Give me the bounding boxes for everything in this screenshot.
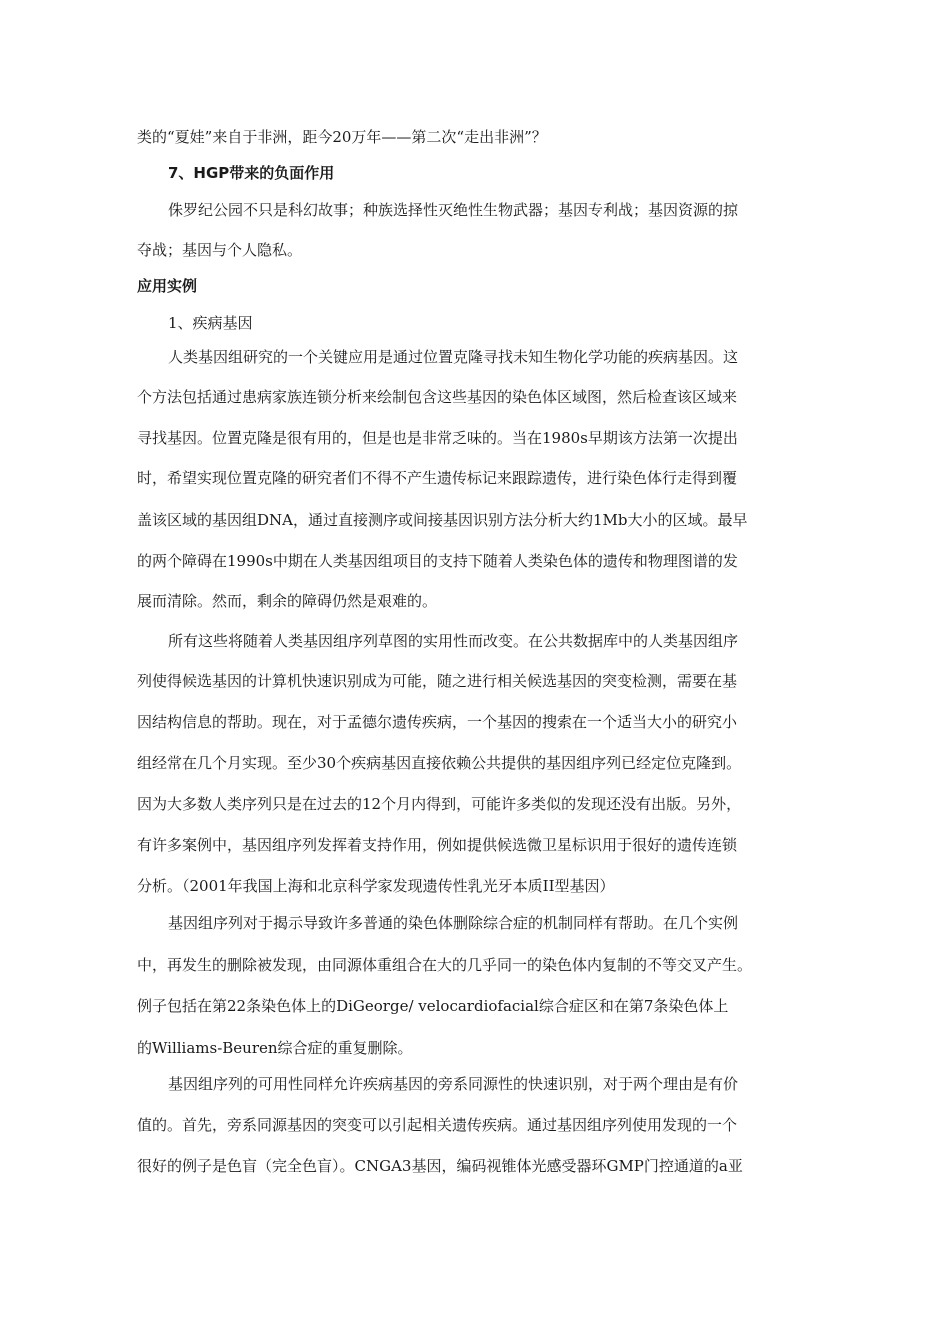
subheading-disease-genes: 1、疾病基因 [168,314,253,332]
body-text-line: 列使得候选基因的计算机快速识别成为可能，随之进行相关候选基因的突变检测，需要在基 [137,672,738,690]
section-heading-hgp-negative: 7、HGP带来的负面作用 [168,164,335,182]
body-text-line: 盖该区域的基因组DNA，通过直接测序或间接基因识别方法分析大约1Mb大小的区域。最早 [137,511,748,529]
body-text-line: 侏罗纪公园不只是科幻故事；种族选择性灭绝性生物武器；基因专利战；基因资源的掠 [168,201,739,219]
body-text-line: 寻找基因。位置克隆是很有用的，但是也是非常乏味的。当在1980s早期该方法第一次提出 [137,429,738,447]
body-text-line: 类的“夏娃”来自于非洲，距今20万年——第二次“走出非洲”？ [137,128,547,146]
section-heading-applications: 应用实例 [137,277,198,295]
body-text-line: 例子包括在第22条染色体上的DiGeorge/ velocardiofacial综合症区和在第7条染色体上 [137,997,729,1015]
body-text-line: 组经常在几个月实现。至少30个疾病基因直接依赖公共提供的基因组序列已经定位克隆到。 [137,754,742,772]
body-text-line: 基因组序列的可用性同样允许疾病基因的旁系同源性的快速识别，对于两个理由是有价 [168,1075,739,1093]
body-text-line: 因结构信息的帮助。现在，对于孟德尔遗传疾病，一个基因的搜索在一个适当大小的研究小 [137,713,738,731]
body-text-line: 人类基因组研究的一个关键应用是通过位置克隆寻找未知生物化学功能的疾病基因。这 [168,348,739,366]
body-text-line: 夺战；基因与个人隐私。 [137,241,303,259]
body-text-line: 的两个障碍在1990s中期在人类基因组项目的支持下随着人类染色体的遗传和物理图谱的发 [137,552,738,570]
body-text-line: 基因组序列对于揭示导致许多普通的染色体删除综合症的机制同样有帮助。在几个实例 [168,914,739,932]
body-text-line: 值的。首先，旁系同源基因的突变可以引起相关遗传疾病。通过基因组序列使用发现的一个 [137,1116,738,1134]
body-text-line: 因为大多数人类序列只是在过去的12个月内得到，可能许多类似的发现还没有出版。另外， [137,795,742,813]
body-text-line: 个方法包括通过患病家族连锁分析来绘制包含这些基因的染色体区域图，然后检查该区域来 [137,388,738,406]
body-text-line: 时，希望实现位置克隆的研究者们不得不产生遗传标记来跟踪遗传，进行染色体行走得到覆 [137,469,738,487]
body-text-line: 很好的例子是色盲（完全色盲）。CNGA3基因，编码视锥体光感受器环GMP门控通道的a亚 [137,1157,743,1175]
body-text-line: 分析。（2001年我国上海和北京科学家发现遗传性乳光牙本质II型基因） [137,877,615,895]
body-text-line: 展而清除。然而，剩余的障碍仍然是艰难的。 [137,592,438,610]
body-text-line: 中，再发生的删除被发现，由同源体重组合在大的几乎同一的染色体内复制的不等交叉产生。 [137,956,753,974]
body-text-line: 的Williams-Beuren综合症的重复删除。 [137,1039,413,1057]
body-text-line: 有许多案例中，基因组序列发挥着支持作用，例如提供候选微卫星标识用于很好的遗传连锁 [137,836,738,854]
body-text-line: 所有这些将随着人类基因组序列草图的实用性而改变。在公共数据库中的人类基因组序 [168,632,739,650]
